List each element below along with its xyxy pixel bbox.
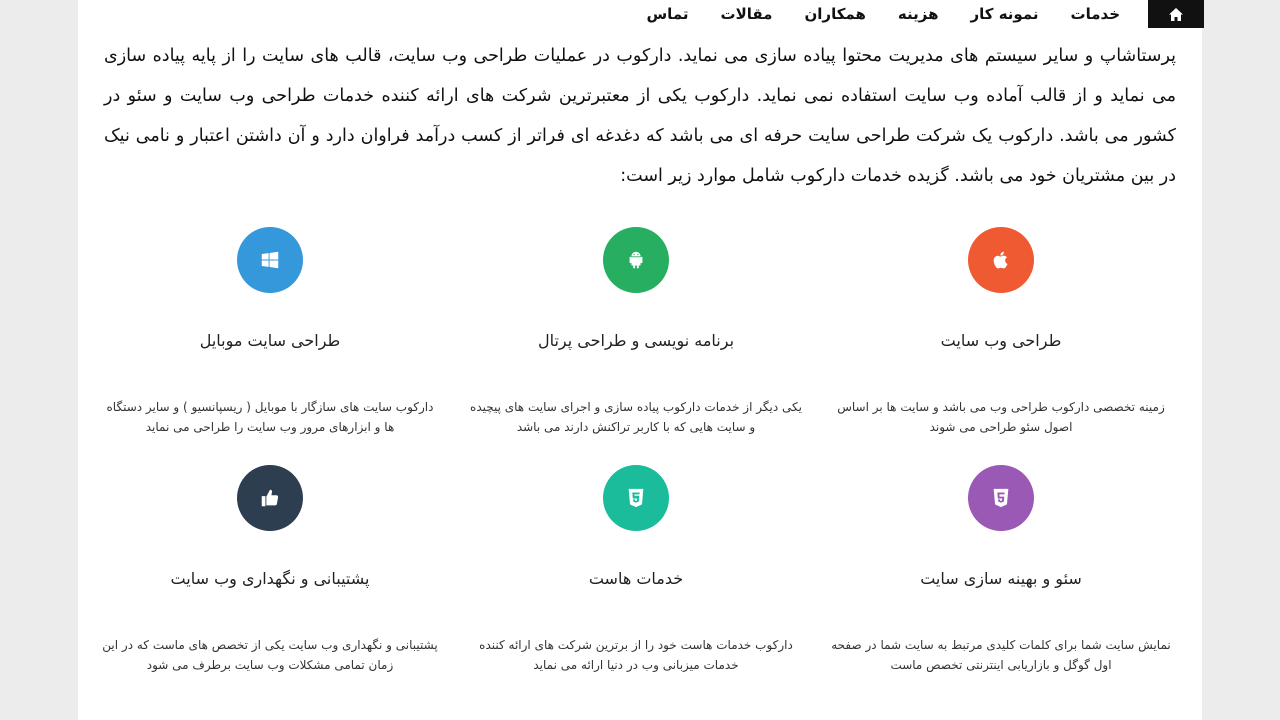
service-title: سئو و بهینه سازی سایت — [920, 569, 1082, 588]
service-icon-circle — [603, 227, 669, 293]
css3-icon — [625, 487, 647, 509]
windows-icon — [259, 249, 281, 271]
nav-item-partners[interactable]: همکاران — [804, 5, 866, 23]
intro-paragraph: پرستاشاپ و سایر سیستم های مدیریت محتوا پیاده سازی می نماید. دارکوب در عملیات طراحی وب سایت، قالب های سایت را از پایه پیاده سازی می نماید و از قالب آماده وب سایت استفاده نمی نماید. دارکوب یکی از معتبرترین شرکت های ارائه کننده خدمات طراحی وب سایت و سئو در کشور می باشد. دارکوب یک شرکت طراحی سایت حرفه ای می باشد که دغدغه ای فراتر از کسب درآمد فراوان دارد و آن داشتن اعتبار و نامی نیک در بین مشتریان خود می باشد. گزیده خدمات دارکوب شامل موارد زیر است: — [104, 46, 1176, 186]
nav-item-articles[interactable]: مقالات — [720, 5, 773, 23]
service-description: دارکوب خدمات هاست خود را از برترین شرکت های ارائه کننده خدمات میزبانی وب در دنیا ارائه می نماید — [479, 638, 793, 672]
html5-icon — [990, 487, 1012, 509]
service-icon-circle — [968, 465, 1034, 531]
android-icon — [625, 249, 647, 271]
service-icon-circle — [237, 227, 303, 293]
service-icon-circle — [968, 227, 1034, 293]
service-description: دارکوب سایت های سازگار با موبایل ( ریسپانسیو ) و سایر دستگاه ها و ابزارهای مرور وب سایت را طراحی می نماید — [106, 400, 434, 434]
service-title: پشتیبانی و نگهداری وب سایت — [170, 569, 370, 588]
services-grid — [78, 0, 1202, 720]
service-description: نمایش سایت شما برای کلمات کلیدی مرتبط به سایت شما در صفحه اول گوگل و بازاریابی اینترنتی تخصص ماست — [831, 638, 1171, 672]
nav-item-services[interactable]: خدمات — [1070, 5, 1120, 23]
thumbs-up-icon — [259, 487, 281, 509]
service-title: برنامه نویسی و طراحی پرتال — [537, 331, 735, 350]
service-card-portal — [456, 227, 816, 437]
service-title: طراحی وب سایت — [940, 331, 1062, 350]
service-icon-circle — [603, 465, 669, 531]
service-title: طراحی سایت موبایل — [199, 331, 341, 350]
service-card-support — [90, 465, 450, 675]
service-description: زمینه تخصصی دارکوب طراحی وب می باشد و سایت ها بر اساس اصول سئو طراحی می شوند — [837, 400, 1165, 434]
apple-icon — [990, 249, 1012, 271]
service-description: پشتیبانی و نگهداری وب سایت یکی از تخصص های ماست که در این زمان تمامی مشکلات وب سایت برطرف می شود — [102, 638, 438, 672]
service-title: خدمات هاست — [588, 569, 684, 588]
service-card-web-design — [821, 227, 1181, 437]
service-description: یکی دیگر از خدمات دارکوب پیاده سازی و اجرای سایت های پیچیده و سایت هایی که با کاربر تراکنش دارند می باشد — [470, 400, 802, 434]
nav-item-contact[interactable]: تماس — [646, 5, 689, 23]
service-card-seo — [821, 465, 1181, 675]
service-card-mobile — [90, 227, 450, 437]
nav-item-pricing[interactable]: هزینه — [897, 5, 939, 23]
service-card-hosting — [456, 465, 816, 675]
nav-item-portfolio[interactable]: نمونه کار — [970, 5, 1039, 23]
service-icon-circle — [237, 465, 303, 531]
